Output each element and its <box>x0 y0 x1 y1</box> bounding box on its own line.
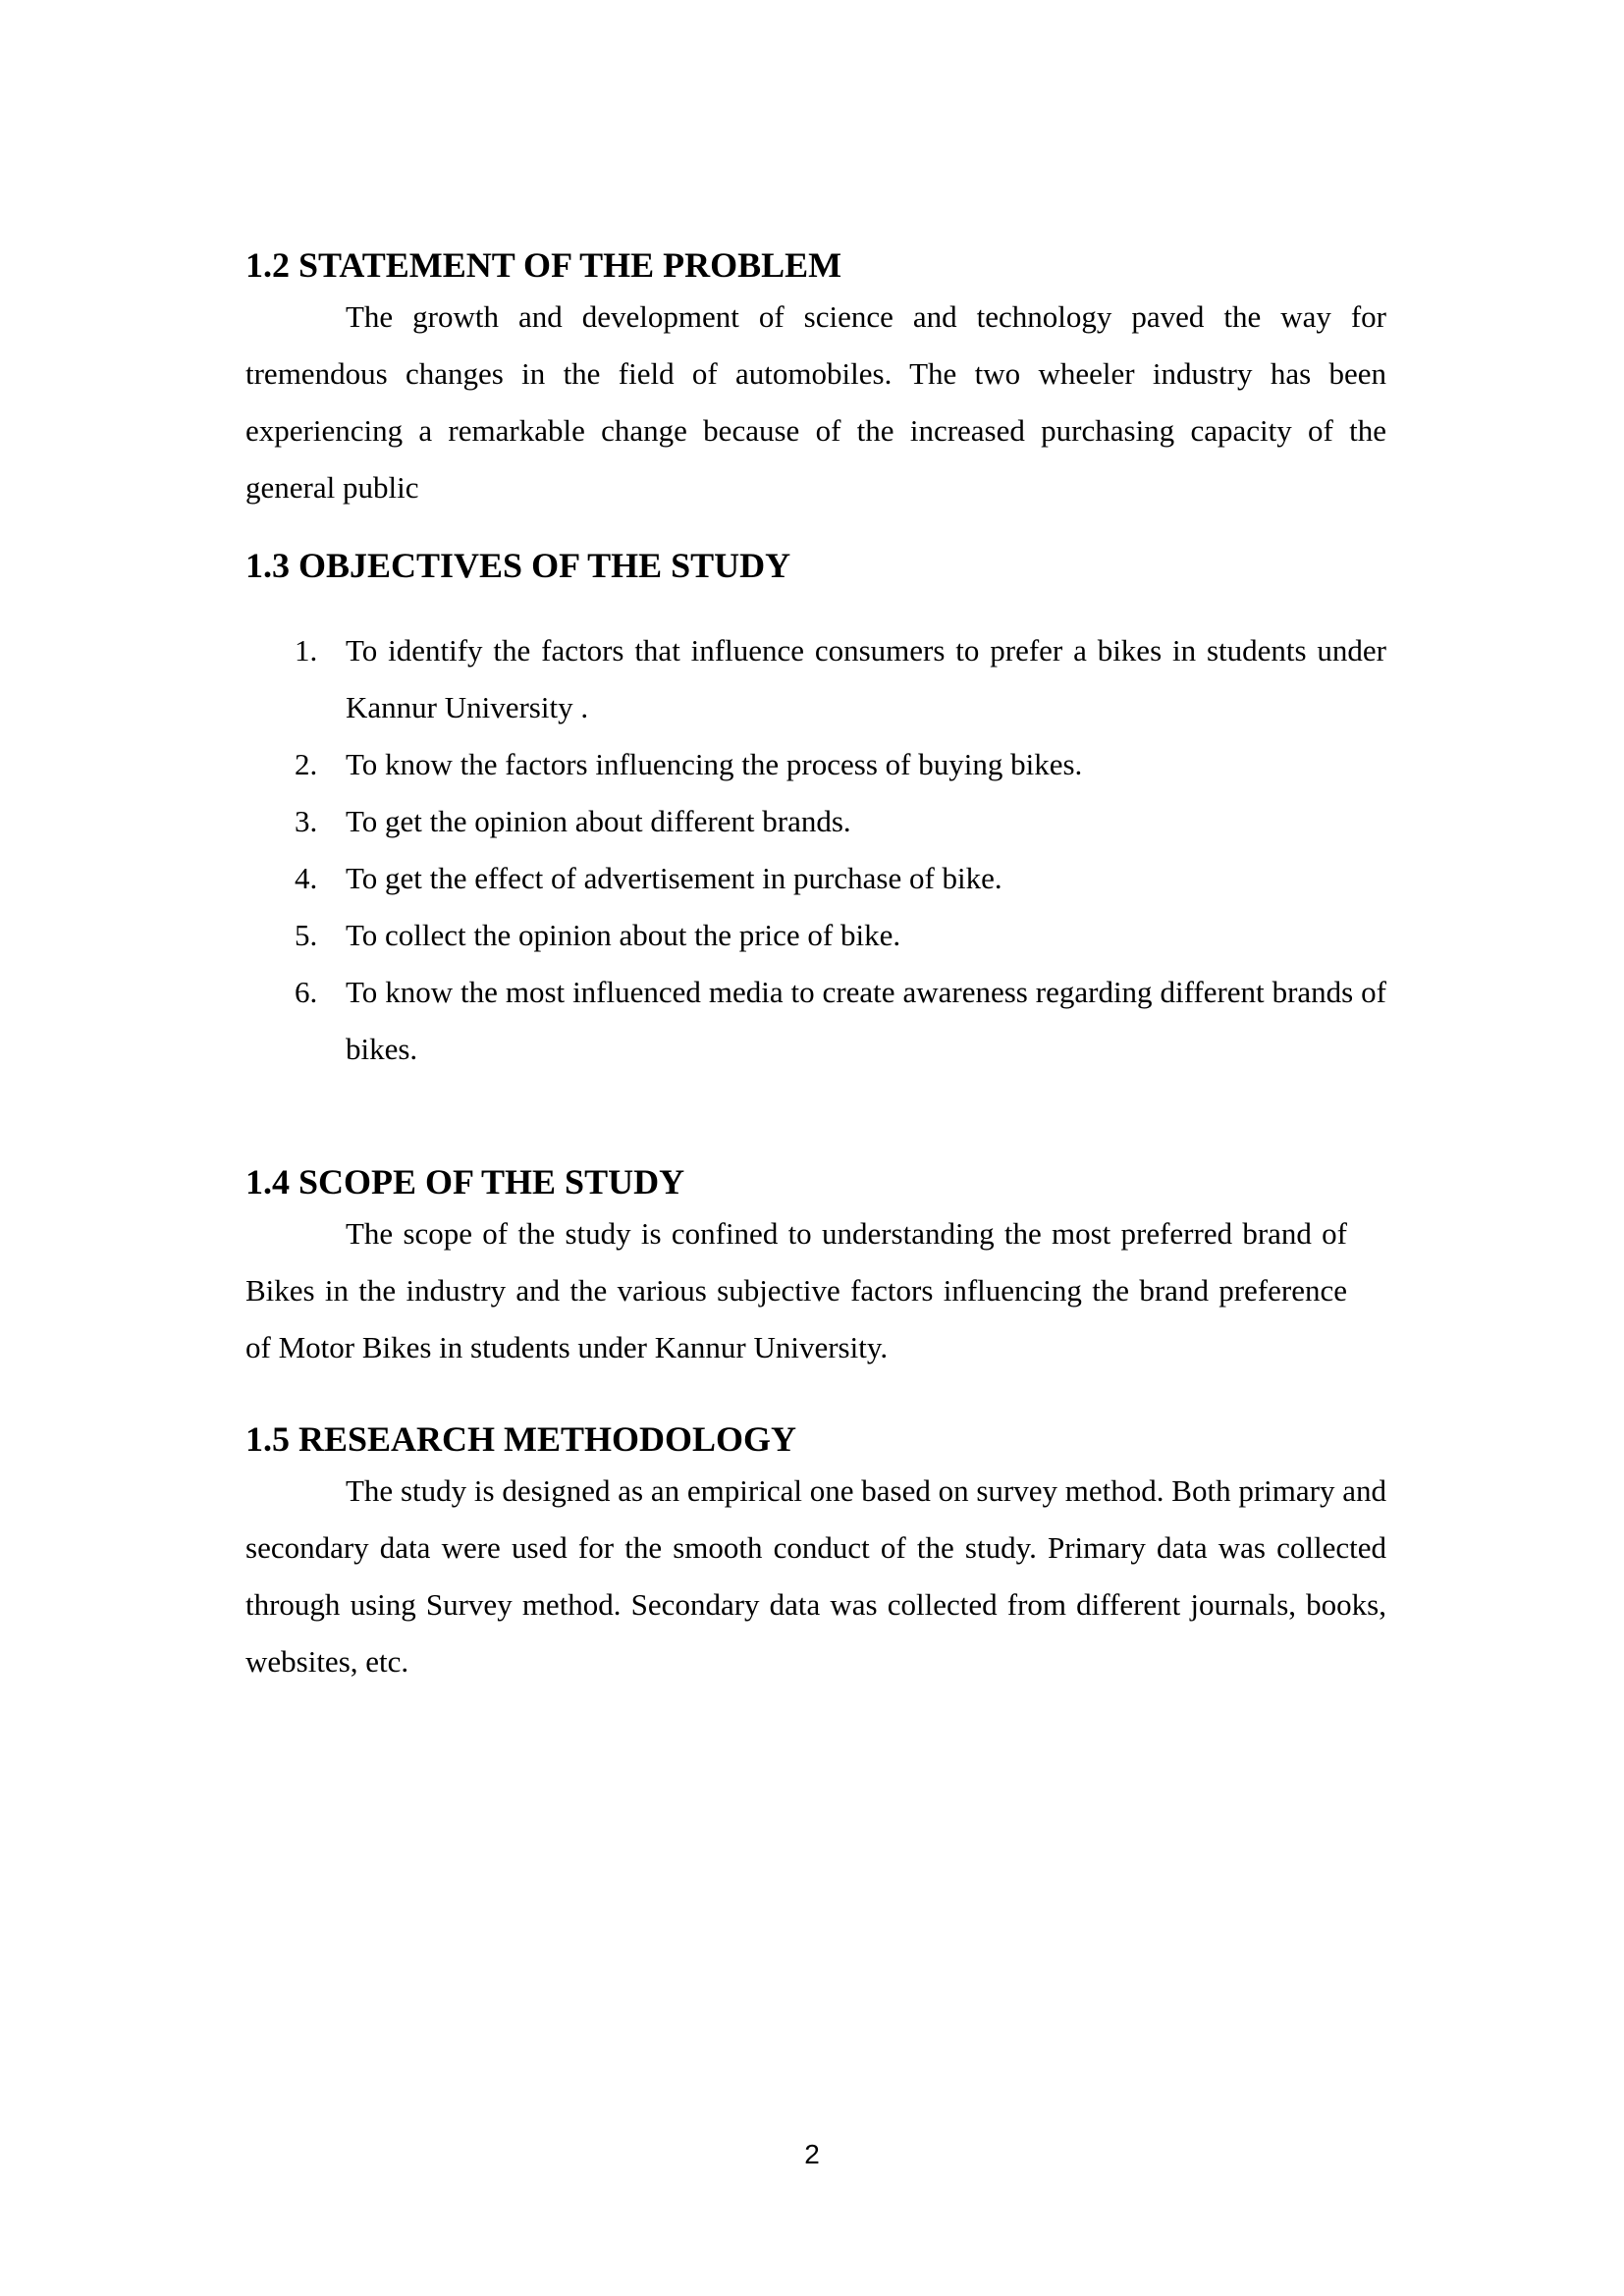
section-heading-objectives: 1.3 OBJECTIVES OF THE STUDY <box>245 546 791 585</box>
list-item-number: 1. <box>295 633 318 667</box>
list-item <box>245 622 1386 736</box>
list-item-number: 2. <box>295 747 318 781</box>
list-item <box>245 964 1386 1078</box>
list-item <box>245 736 1386 793</box>
list-item-number: 6. <box>295 975 318 1009</box>
list-item-text: To get the effect of advertisement in purchase of bike. <box>346 861 1002 895</box>
list-item <box>245 907 1386 964</box>
list-item-text: To know the factors influencing the process of buying bikes. <box>346 747 1083 781</box>
list-item <box>245 793 1386 850</box>
section-heading-problem: 1.2 STATEMENT OF THE PROBLEM <box>245 245 842 285</box>
section-heading-methodology: 1.5 RESEARCH METHODOLOGY <box>245 1419 797 1459</box>
scope-paragraph: The scope of the study is confined to understanding the most preferred brand of Bikes in the industry and the various subjective factors influencing the brand preference of Motor Bikes in students under Kannur University. <box>245 1216 1347 1364</box>
problem-paragraph: The growth and development of science and technology paved the way for tremendous changes in the field of automobiles. The two wheeler industry has been experiencing a remarkable change because of the increased purchasing capacity of the general public <box>245 299 1386 505</box>
methodology-paragraph: The study is designed as an empirical one based on survey method. Both primary and secondary data were used for the smooth conduct of the study. Primary data was collected through using Survey method. Secondary data was collected from different journals, books, websites, etc. <box>245 1473 1386 1679</box>
section-heading-scope: 1.4 SCOPE OF THE STUDY <box>245 1162 685 1201</box>
list-item-number: 4. <box>295 861 318 895</box>
list-item-text: To identify the factors that influence consumers to prefer a bikes in students under Kannur University . <box>346 633 1386 724</box>
list-item <box>245 850 1386 907</box>
page-content <box>245 241 1386 1690</box>
list-item-text: To know the most influenced media to create awareness regarding different brands of bikes. <box>346 975 1386 1066</box>
list-item-number: 5. <box>295 918 318 952</box>
objectives-list <box>245 622 1386 1078</box>
list-item-text: To collect the opinion about the price of bike. <box>346 918 901 952</box>
list-item-text: To get the opinion about different brands. <box>346 804 851 838</box>
page-number: 2 <box>804 2139 820 2169</box>
list-item-number: 3. <box>295 804 318 838</box>
